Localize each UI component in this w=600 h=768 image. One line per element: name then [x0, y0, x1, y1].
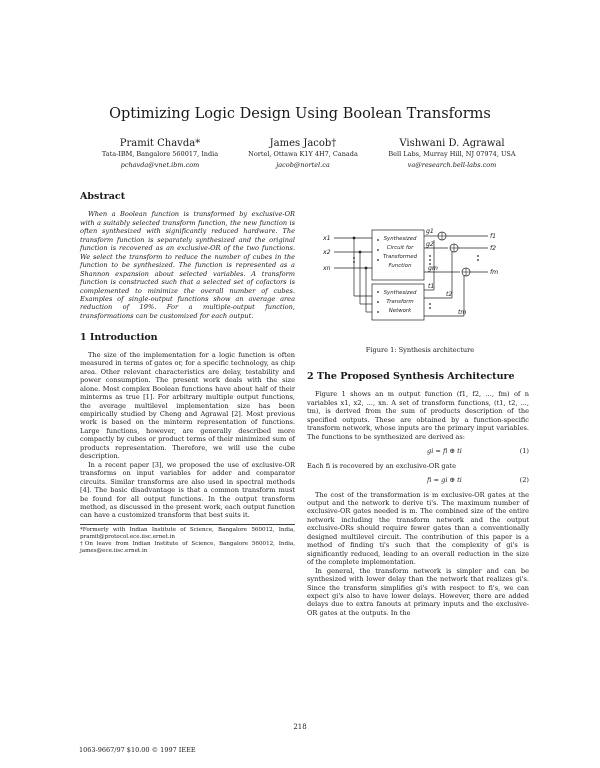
section2-paragraph-1: Figure 1 shows an m output function (f1, f2, ..., fm) of n variables x1, x2, ..., xn. A set of transform functions, (t1, t2, ..., tm), is derived from the sum of products description of the specified outputs. These are obtained by a function-specific transform network, whose inputs are the primary input variables. The functions to be synthesized are derived as: — [307, 390, 529, 441]
figure-caption: Figure 1: Synthesis architecture — [365, 346, 475, 354]
equation-1 — [307, 447, 529, 455]
block-bottom-line: Network — [388, 308, 412, 314]
author-name: Pramit Chavda* — [119, 138, 201, 149]
t-label: t2 — [446, 291, 453, 298]
output-label: fm — [490, 269, 499, 276]
block-bottom-line: Synthesized — [383, 290, 417, 296]
equation-1-body: gi = fi ⊕ ti — [427, 447, 462, 456]
output-label: f2 — [490, 245, 497, 252]
footnotes — [80, 524, 295, 555]
block-top-line: Synthesized — [383, 236, 417, 242]
block-top-line: Circuit for — [386, 245, 414, 251]
t-label: tm — [458, 309, 467, 316]
mid-label: gm — [428, 265, 438, 272]
equation-2-number: (2) — [519, 476, 529, 485]
abstract-text: When a Boolean function is transformed by exclusive-OR with a suitably selected transform function, the new function is often synthesized with significantly reduced hardware. The transform function is separately synthesized and the original function is recovered as an exclusive-OR of the two functions. We select the transform to reduce the number of cubes in the function to be synthesized. The function is represented as a Shannon expansion about selected variables. A transform function is constructed such that a selected set of cofactors is complemented to minimize the overall number of cubes. Examples of single-output functions show an average area reduction of 19%. For a multiple-output function, transformations can be customized for each output. — [80, 210, 295, 320]
input-label: x2 — [323, 249, 331, 256]
section2-paragraph-4: In general, the transform network is simpler and can be synthesized with lower delay than the network that realizes gi's. Since the transform simplifies gi's with respect to fi's, we can expect gi's also to have lower delays. However, there are added delays due to extra fanouts at primary inputs and the exclusive-OR gates at the outputs. In the — [307, 566, 529, 617]
mid-label: g2 — [426, 241, 434, 248]
block-top-line: Function — [388, 263, 412, 269]
intro-heading: 1 Introduction — [80, 332, 158, 344]
author-email: va@research.bell-labs.com — [407, 161, 497, 169]
author-block-3 — [352, 138, 552, 171]
equation-2-body: fi = gi ⊕ ti — [427, 476, 462, 485]
equation-2 — [307, 476, 529, 484]
left-column — [80, 193, 295, 555]
author-affiliation: Nortel, Ottawa K1Y 4H7, Canada — [248, 150, 358, 158]
figure-1 — [320, 226, 520, 354]
author-email: jacob@nortel.ca — [276, 161, 330, 169]
author-block-1 — [70, 138, 250, 171]
author-email: pchavda@vnet.ibm.com — [120, 161, 200, 169]
footnote-2: †On leave from Indian Institute of Science, Bangalore 560012, India, james@ece.iisc.ernet.in — [80, 540, 295, 554]
page-number: 218 — [293, 723, 307, 731]
section2-heading: 2 The Proposed Synthesis Architecture — [307, 371, 515, 382]
mid-label: g1 — [426, 228, 434, 235]
author-affiliation: Bell Labs, Murray Hill, NJ 07974, USA — [388, 150, 516, 158]
block-top-line: Transformed — [382, 254, 418, 260]
section2-paragraph-3: The cost of the transformation is m exclusive-OR gates at the output and the network to derive ti's. The maximum number of exclusive-OR gates needed is m. The combined size of the entire network including the transform network and the output exclusive-ORs should require fewer gates than a conventionally designed multilevel circuit. The contribution of this paper is a method of finding ti's such that the complexity of gi's is significantly reduced, leading to an overall reduction in the size of the complete implementation. — [307, 490, 529, 567]
synthesis-architecture-diagram — [320, 226, 520, 328]
paper-title: Optimizing Logic Design Using Boolean Transforms — [109, 106, 491, 122]
block-bottom-line: Transform — [386, 299, 414, 305]
xor-gate-icon — [438, 232, 470, 276]
intro-paragraph-2: In a recent paper [3], we proposed the use of exclusive-OR transforms on input variables for adder and comparator circuits. Similar transforms are also used in spectral methods [4]. The basic disadvantage is that a common transform must be found for all output functions. In the output transform method, as discussed in the present work, each output function can have a customized transform that best suits it. — [80, 460, 295, 520]
output-label: f1 — [490, 233, 497, 240]
author-affiliation: Tata-IBM, Bangalore 560017, India — [101, 150, 219, 158]
equation-1-number: (1) — [519, 447, 529, 456]
t-label: t1 — [428, 283, 435, 290]
input-label: x1 — [323, 235, 331, 242]
intro-paragraph-1: The size of the implementation for a logic function is often measured in terms of gates or, for a specific technology, as chip area. Other relevant characteristics are delay, testability and power consumption. The present work deals with the size alone. Most complex Boolean functions have about half of their minterms as true [1]. For arbitrary multiple output functions, the average multilevel implementation size has been empirically studied by Cheng and Agrawal [2]. Most previous work is based on the minterm representation of functions. Large functions, however, are generally described more compactly by cubes or product terms of their minimized sum of products representation. Therefore, we will use the cube description. — [80, 350, 295, 461]
abstract-heading: Abstract — [80, 191, 126, 202]
footnote-1: *Formerly with Indian Institute of Science, Bangalore 560012, India, pramit@protocol.ece.iisc.ernet.in — [80, 526, 295, 540]
copyright-line: 1063-9667/97 $10.00 © 1997 IEEE — [79, 746, 196, 754]
right-column — [307, 373, 529, 617]
section2-paragraph-2: Each fi is recovered by an exclusive-OR gate — [307, 461, 457, 470]
input-label: xn — [323, 265, 331, 272]
author-name: Vishwani D. Agrawal — [399, 138, 505, 149]
author-name: James Jacob† — [269, 138, 337, 149]
